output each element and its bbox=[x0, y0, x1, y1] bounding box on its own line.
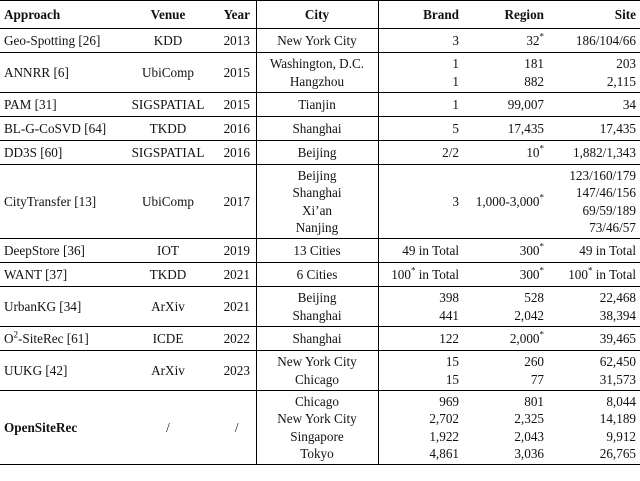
year-cell-line: 2015 bbox=[223, 96, 250, 112]
venue-cell bbox=[118, 327, 218, 351]
table-row bbox=[0, 351, 640, 391]
header-city: City bbox=[256, 1, 378, 29]
site-cell-line: 100* in Total bbox=[568, 265, 636, 282]
region-cell bbox=[463, 391, 548, 465]
site-cell bbox=[548, 391, 640, 465]
table-row bbox=[0, 29, 640, 53]
year-cell-line: 2021 bbox=[223, 298, 250, 314]
brand-cell bbox=[378, 93, 463, 117]
year-cell bbox=[218, 53, 256, 93]
site-cell-line: 17,435 bbox=[599, 120, 636, 136]
city-cell bbox=[256, 117, 378, 141]
year-cell-line: 2021 bbox=[223, 266, 250, 282]
approach-cell bbox=[0, 29, 118, 53]
table-row bbox=[0, 117, 640, 141]
site-cell-line: 186/104/66 bbox=[575, 32, 636, 48]
approach-cell bbox=[0, 351, 118, 391]
region-cell bbox=[463, 327, 548, 351]
site-cell bbox=[548, 351, 640, 391]
site-cell-line: 22,468 bbox=[599, 290, 636, 306]
brand-cell bbox=[378, 53, 463, 93]
site-cell bbox=[548, 263, 640, 287]
city-cell bbox=[256, 327, 378, 351]
brand-cell-line: 15 bbox=[445, 371, 459, 387]
region-cell-line: 181 bbox=[524, 56, 544, 72]
site-cell bbox=[548, 239, 640, 263]
approach-cell bbox=[0, 117, 118, 141]
header-row bbox=[0, 1, 640, 29]
table-row bbox=[0, 239, 640, 263]
brand-cell bbox=[378, 165, 463, 239]
brand-cell-line: 1,922 bbox=[429, 428, 459, 444]
approach-cell-line: OpenSiteRec bbox=[4, 419, 78, 435]
approach-cell-line: DD3S [60] bbox=[4, 144, 63, 160]
site-cell-line: 203 bbox=[616, 56, 636, 72]
year-cell-line: 2015 bbox=[223, 64, 250, 80]
approach-cell bbox=[0, 391, 118, 465]
venue-cell bbox=[118, 141, 218, 165]
venue-cell-line: IOT bbox=[157, 242, 179, 258]
site-cell-line: 26,765 bbox=[599, 445, 636, 461]
year-cell bbox=[218, 93, 256, 117]
site-cell bbox=[548, 93, 640, 117]
approach-cell bbox=[0, 53, 118, 93]
site-cell-line: 123/160/179 bbox=[569, 167, 636, 183]
brand-cell-line: 2,702 bbox=[429, 411, 459, 427]
table-row bbox=[0, 165, 640, 239]
brand-cell-line: 441 bbox=[439, 307, 459, 323]
approach-cell-line: WANT [37] bbox=[4, 266, 68, 282]
header-year: Year bbox=[223, 6, 250, 22]
site-cell-line: 2,115 bbox=[606, 73, 636, 89]
site-cell bbox=[548, 117, 640, 141]
site-cell-line: 1,882/1,343 bbox=[572, 144, 636, 160]
year-cell bbox=[218, 391, 256, 465]
city-cell bbox=[256, 141, 378, 165]
site-cell-line: 38,394 bbox=[599, 307, 636, 323]
city-cell bbox=[256, 29, 378, 53]
venue-cell-line: / bbox=[166, 419, 170, 435]
approach-cell-line: DeepStore [36] bbox=[4, 242, 85, 258]
brand-cell bbox=[378, 327, 463, 351]
approach-cell bbox=[0, 239, 118, 263]
city-cell bbox=[256, 93, 378, 117]
venue-cell-line: ICDE bbox=[152, 330, 184, 346]
venue-cell bbox=[118, 53, 218, 93]
region-cell-line: 99,007 bbox=[507, 96, 544, 112]
brand-cell-line: 1 bbox=[452, 73, 459, 89]
city-cell bbox=[256, 287, 378, 327]
approach-cell bbox=[0, 287, 118, 327]
city-cell-line: Tianjin bbox=[298, 96, 336, 112]
region-cell-line: 801 bbox=[524, 393, 544, 409]
city-cell-line: 6 Cities bbox=[296, 266, 338, 282]
table-row bbox=[0, 53, 640, 93]
site-cell bbox=[548, 165, 640, 239]
site-cell bbox=[548, 287, 640, 327]
city-cell-line: Washington, D.C. bbox=[269, 56, 365, 72]
approach-cell bbox=[0, 263, 118, 287]
venue-cell-line: UbiComp bbox=[141, 64, 195, 80]
city-cell-line: New York City bbox=[277, 354, 357, 370]
venue-cell-line: SIGSPATIAL bbox=[131, 144, 205, 160]
region-cell bbox=[463, 165, 548, 239]
venue-cell bbox=[118, 287, 218, 327]
city-cell-line: Tokyo bbox=[300, 445, 334, 461]
site-cell-line: 147/46/156 bbox=[575, 185, 636, 201]
site-cell-line: 31,573 bbox=[599, 371, 636, 387]
header-brand: Brand bbox=[378, 1, 463, 29]
region-cell bbox=[463, 351, 548, 391]
approach-cell-line: UUKG [42] bbox=[4, 362, 68, 378]
region-cell-line: 882 bbox=[524, 73, 544, 89]
venue-cell-line: SIGSPATIAL bbox=[131, 96, 205, 112]
city-cell-line: Singapore bbox=[290, 428, 344, 444]
brand-cell-line: 5 bbox=[452, 120, 459, 136]
site-cell bbox=[548, 141, 640, 165]
city-cell-line: Hangzhou bbox=[289, 73, 345, 89]
approach-cell bbox=[0, 165, 118, 239]
region-cell bbox=[463, 287, 548, 327]
site-cell-line: 8,044 bbox=[606, 393, 636, 409]
site-cell-line: 69/59/189 bbox=[582, 202, 636, 218]
approach-cell-line: BL-G-CoSVD [64] bbox=[4, 120, 107, 136]
brand-cell-line: 4,861 bbox=[429, 445, 459, 461]
brand-cell bbox=[378, 239, 463, 263]
year-cell bbox=[218, 239, 256, 263]
brand-cell-line: 2/2 bbox=[442, 144, 459, 160]
city-cell-line: Beijing bbox=[297, 167, 337, 183]
year-cell-line: 2023 bbox=[223, 362, 250, 378]
region-cell bbox=[463, 53, 548, 93]
city-cell-line: Nanjing bbox=[295, 219, 339, 235]
region-cell bbox=[463, 93, 548, 117]
table-row bbox=[0, 141, 640, 165]
venue-cell-line: TKDD bbox=[149, 120, 187, 136]
region-cell bbox=[463, 263, 548, 287]
region-cell-line: 300* bbox=[519, 265, 544, 282]
brand-cell bbox=[378, 29, 463, 53]
brand-cell-line: 3 bbox=[452, 193, 459, 209]
region-cell-line: 2,042 bbox=[514, 307, 544, 323]
approach-cell bbox=[0, 93, 118, 117]
brand-cell-line: 3 bbox=[452, 32, 459, 48]
brand-cell-line: 100* in Total bbox=[391, 265, 459, 282]
region-cell-line: 300* bbox=[519, 241, 544, 258]
year-cell bbox=[218, 117, 256, 141]
year-cell bbox=[218, 287, 256, 327]
venue-cell bbox=[118, 239, 218, 263]
brand-cell bbox=[378, 141, 463, 165]
venue-cell-line: ArXiv bbox=[151, 298, 185, 314]
brand-cell-line: 1 bbox=[452, 56, 459, 72]
city-cell-line: Chicago bbox=[295, 393, 339, 409]
region-cell-line: 2,325 bbox=[514, 411, 544, 427]
brand-cell-line: 122 bbox=[439, 330, 459, 346]
approach-cell bbox=[0, 327, 118, 351]
site-cell bbox=[548, 29, 640, 53]
city-cell-line: Shanghai bbox=[292, 307, 342, 323]
brand-cell-line: 1 bbox=[452, 96, 459, 112]
city-cell-line: Chicago bbox=[295, 371, 339, 387]
venue-cell bbox=[118, 165, 218, 239]
region-cell-line: 77 bbox=[530, 371, 544, 387]
approach-cell bbox=[0, 141, 118, 165]
approach-cell-line: Geo-Spotting [26] bbox=[4, 32, 101, 48]
brand-cell-line: 969 bbox=[439, 393, 459, 409]
city-cell bbox=[256, 53, 378, 93]
header-site: Site bbox=[614, 6, 636, 22]
region-cell-line: 2,000* bbox=[509, 329, 544, 346]
year-cell-line: 2022 bbox=[223, 330, 250, 346]
brand-cell bbox=[378, 351, 463, 391]
region-cell bbox=[463, 141, 548, 165]
venue-cell bbox=[118, 29, 218, 53]
city-cell-line: Shanghai bbox=[292, 185, 342, 201]
venue-cell bbox=[118, 391, 218, 465]
header-approach: Approach bbox=[4, 6, 61, 22]
approach-cell-line: $O^2$-SiteRec [61] bbox=[4, 329, 89, 346]
year-cell-line: 2019 bbox=[223, 242, 250, 258]
region-cell bbox=[463, 117, 548, 141]
site-cell-line: 9,912 bbox=[606, 428, 636, 444]
site-cell-line: 73/46/57 bbox=[589, 219, 636, 235]
year-cell bbox=[218, 327, 256, 351]
venue-cell-line: ArXiv bbox=[151, 362, 185, 378]
brand-cell bbox=[378, 263, 463, 287]
region-cell-line: 32* bbox=[526, 31, 544, 48]
year-cell-line: 2016 bbox=[223, 144, 250, 160]
venue-cell bbox=[118, 117, 218, 141]
brand-cell-line: 15 bbox=[445, 354, 459, 370]
city-cell-line: New York City bbox=[277, 411, 357, 427]
city-cell bbox=[256, 239, 378, 263]
year-cell bbox=[218, 141, 256, 165]
approach-cell-line: CityTransfer [13] bbox=[4, 193, 97, 209]
city-cell-line: Beijing bbox=[297, 144, 337, 160]
city-cell-line: Shanghai bbox=[292, 330, 342, 346]
table-row bbox=[0, 263, 640, 287]
year-cell bbox=[218, 263, 256, 287]
year-cell-line: / bbox=[234, 419, 239, 435]
approach-cell-line: UrbanKG [34] bbox=[4, 298, 82, 314]
city-cell-line: New York City bbox=[277, 32, 357, 48]
brand-cell bbox=[378, 117, 463, 141]
region-cell-line: 2,043 bbox=[514, 428, 544, 444]
year-cell bbox=[218, 165, 256, 239]
table-row bbox=[0, 287, 640, 327]
site-cell-line: 62,450 bbox=[599, 354, 636, 370]
table-row bbox=[0, 93, 640, 117]
venue-cell bbox=[118, 93, 218, 117]
site-cell-line: 39,465 bbox=[599, 330, 636, 346]
year-cell bbox=[218, 29, 256, 53]
site-cell-line: 14,189 bbox=[599, 411, 636, 427]
site-cell bbox=[548, 327, 640, 351]
region-cell-line: 17,435 bbox=[507, 120, 544, 136]
region-cell-line: 10* bbox=[526, 143, 544, 160]
site-cell-line: 34 bbox=[622, 96, 636, 112]
city-cell-line: Xi’an bbox=[301, 202, 333, 218]
table-row bbox=[0, 327, 640, 351]
table-row bbox=[0, 391, 640, 465]
venue-cell bbox=[118, 351, 218, 391]
site-cell bbox=[548, 53, 640, 93]
year-cell-line: 2017 bbox=[223, 193, 250, 209]
year-cell-line: 2013 bbox=[223, 32, 250, 48]
city-cell-line: Shanghai bbox=[292, 120, 342, 136]
venue-cell-line: KDD bbox=[153, 32, 183, 48]
region-cell-line: 3,036 bbox=[514, 445, 544, 461]
brand-cell bbox=[378, 287, 463, 327]
year-cell-line: 2016 bbox=[223, 120, 250, 136]
city-cell bbox=[256, 263, 378, 287]
city-cell-line: 13 Cities bbox=[293, 242, 341, 258]
region-cell bbox=[463, 29, 548, 53]
year-cell bbox=[218, 351, 256, 391]
header-venue: Venue bbox=[150, 6, 186, 22]
venue-cell-line: UbiComp bbox=[141, 193, 195, 209]
region-cell-line: 528 bbox=[524, 290, 544, 306]
brand-cell bbox=[378, 391, 463, 465]
region-cell bbox=[463, 239, 548, 263]
header-region: Region bbox=[504, 6, 544, 22]
brand-cell-line: 49 in Total bbox=[402, 242, 459, 258]
approach-cell-line: PAM [31] bbox=[4, 96, 57, 112]
brand-cell-line: 398 bbox=[439, 290, 459, 306]
city-cell bbox=[256, 351, 378, 391]
region-cell-line: 1,000-3,000* bbox=[475, 192, 544, 209]
city-cell-line: Beijing bbox=[297, 290, 337, 306]
venue-cell bbox=[118, 263, 218, 287]
city-cell bbox=[256, 165, 378, 239]
venue-cell-line: TKDD bbox=[149, 266, 187, 282]
approach-cell-line: ANNRR [6] bbox=[4, 64, 69, 80]
city-cell bbox=[256, 391, 378, 465]
site-cell-line: 49 in Total bbox=[579, 242, 636, 258]
region-cell-line: 260 bbox=[524, 354, 544, 370]
